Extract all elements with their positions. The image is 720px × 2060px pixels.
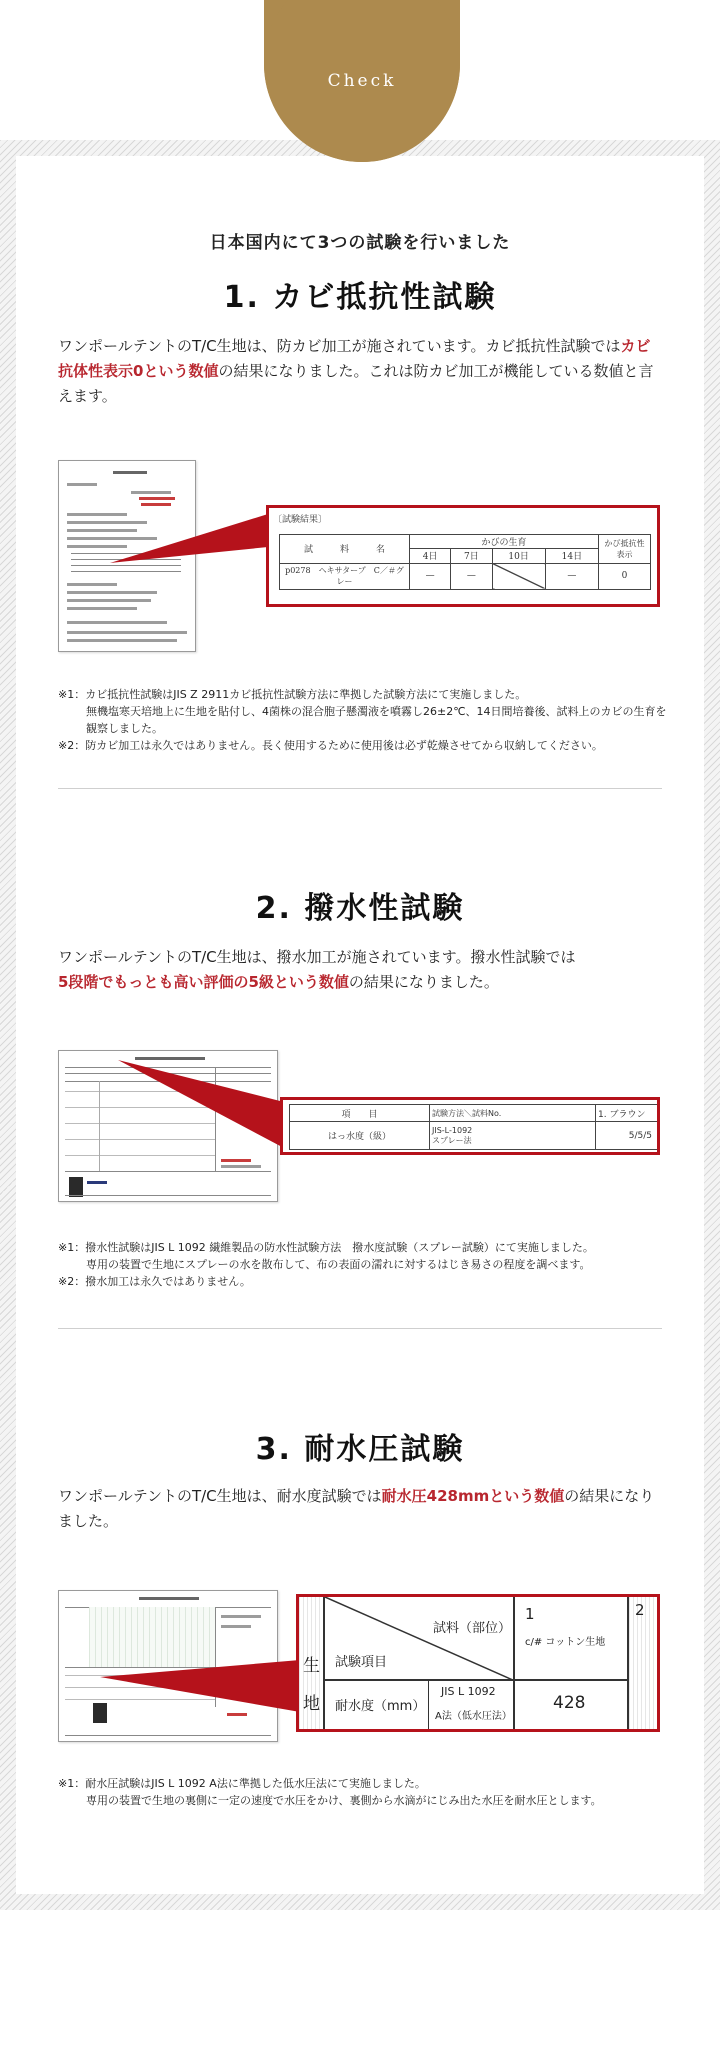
section-2-note-1-detail: 専用の装置で生地にスプレーの水を散布して、布の表面の濡れに対するはじき易さの程度を調べます。 <box>86 1258 591 1271</box>
mold-table-caption: 〔試験結果〕 <box>273 515 328 525</box>
wp-col1-name: c/# コットン生地 <box>525 1637 606 1648</box>
mold-result-table <box>279 534 651 590</box>
section-1-note-1: ※1：カビ抵抗性試験はJIS Z 2911カビ抵抗性試験方法に準拠した試験方法にて実施しました。 <box>58 688 527 701</box>
wr-row-value: 5/5/5 <box>596 1122 661 1150</box>
wr-header-method: 試験方法＼試料No. <box>430 1105 596 1122</box>
mold-day-4: 4日 <box>410 549 451 563</box>
lead-heading: 日本国内にて3つの試験を行いました <box>209 233 511 253</box>
wp-header-item: 試験項目 <box>335 1655 388 1670</box>
section-3-title: 3. 耐水圧試験 <box>255 1432 465 1467</box>
section-2-paragraph: ワンポールテントのT/C生地は、撥水加工が施されています。撥水性試験では 5段階でもっとも高い評価の5級という数値の結果になりました。 <box>58 948 576 991</box>
section-1-paragraph: ワンポールテントのT/C生地は、防カビ加工が施されています。カビ抵抗性試験ではカビ抗体性表示0という数値の結果になりました。これは防カビ加工が機能している数値と言えます。 <box>58 337 654 405</box>
wp-side-label-2: 地 <box>303 1694 320 1714</box>
wr-header-item: 項 目 <box>290 1105 430 1122</box>
section-1-note-2: ※2：防カビ加工は永久ではありません。長く使用するために使用後は必ず乾燥させてから収納してください。 <box>58 739 603 752</box>
mold-header-sample: 試 料 名 <box>280 535 410 564</box>
divider-2 <box>58 1328 662 1329</box>
mold-row-d14: — <box>545 563 598 590</box>
wp-col1-number: 1 <box>525 1605 535 1623</box>
section-1-note-1-detail: 無機塩寒天培地上に生地を貼付し、4菌株の混合胞子懸濁液を噴霧し26±2℃、14日間培養後、試料上のカビの生育を観察しました。 <box>86 705 667 735</box>
water-repellency-report-image <box>58 1050 278 1202</box>
wp-method-1: JIS L 1092 <box>441 1685 496 1698</box>
mold-header-result: かび抵抗性表示 <box>599 535 651 564</box>
wp-row-label: 耐水度（mm） <box>335 1699 426 1714</box>
section-3-paragraph: ワンポールテントのT/C生地は、耐水度試験では耐水圧428mmという数値の結果になりました。 <box>58 1487 655 1530</box>
wp-header-sample: 試料（部位） <box>433 1621 512 1636</box>
section-1-title: 1. カビ抵抗性試験 <box>223 280 497 315</box>
mold-row-result: 0 <box>599 563 651 590</box>
divider-1 <box>58 788 662 789</box>
section-2-highlight: 5段階でもっとも高い評価の5級という数値 <box>58 973 349 991</box>
wr-row-method: JIS-L-1092 スプレー法 <box>430 1122 596 1150</box>
wp-side-label-1: 生 <box>303 1656 320 1676</box>
mold-day-14: 14日 <box>545 549 598 563</box>
check-badge-label: Check <box>327 71 397 91</box>
section-3-note-1: ※1：耐水圧試験はJIS L 1092 A法に準拠した低水圧法にて実施しました。 <box>58 1777 426 1790</box>
water-repellency-table <box>289 1104 660 1150</box>
section-1-highlight: カビ抗体性表示0という数値 <box>58 337 651 380</box>
check-badge <box>264 0 460 162</box>
mold-header-growth: かびの生育 <box>410 535 599 549</box>
water-repellency-callout <box>280 1097 660 1155</box>
wr-row-item: はっ水度（級） <box>290 1122 430 1150</box>
section-2-note-2: ※2：撥水加工は永久ではありません。 <box>58 1275 251 1288</box>
wp-col2-number: 2 <box>635 1601 645 1619</box>
section-2-title: 2. 撥水性試験 <box>255 891 465 926</box>
section-3-note-1-detail: 専用の装置で生地の裏側に一定の速度で水圧をかけ、裏側から水滴がにじみ出た水圧を耐水圧とします。 <box>86 1794 602 1807</box>
section-2-note-1: ※1：撥水性試験はJIS L 1092 繊維製品の防水性試験方法 撥水度試験（スプレー試験）にて実施しました。 <box>58 1241 594 1254</box>
wp-value: 428 <box>553 1693 586 1713</box>
wp-method-2: A法（低水圧法） <box>435 1711 512 1722</box>
section-1-notes <box>58 686 668 754</box>
mold-result-callout <box>266 505 660 607</box>
mold-row-d10 <box>492 563 545 590</box>
mold-row-d7: — <box>451 563 492 590</box>
mold-test-report-image <box>58 460 196 652</box>
mold-day-7: 7日 <box>451 549 492 563</box>
section-3-highlight: 耐水圧428mmという数値 <box>381 1487 565 1505</box>
mold-row-d4: — <box>410 563 451 590</box>
mold-day-10: 10日 <box>492 549 545 563</box>
mold-row-sample: p0278 ヘキサタープ C／＃グレー <box>280 563 410 590</box>
section-2-notes <box>58 1239 668 1290</box>
water-pressure-report-image <box>58 1590 278 1742</box>
water-pressure-callout <box>296 1594 660 1732</box>
section-3-notes <box>58 1775 668 1809</box>
wr-header-sample: 1. ブラウン <box>596 1105 661 1122</box>
